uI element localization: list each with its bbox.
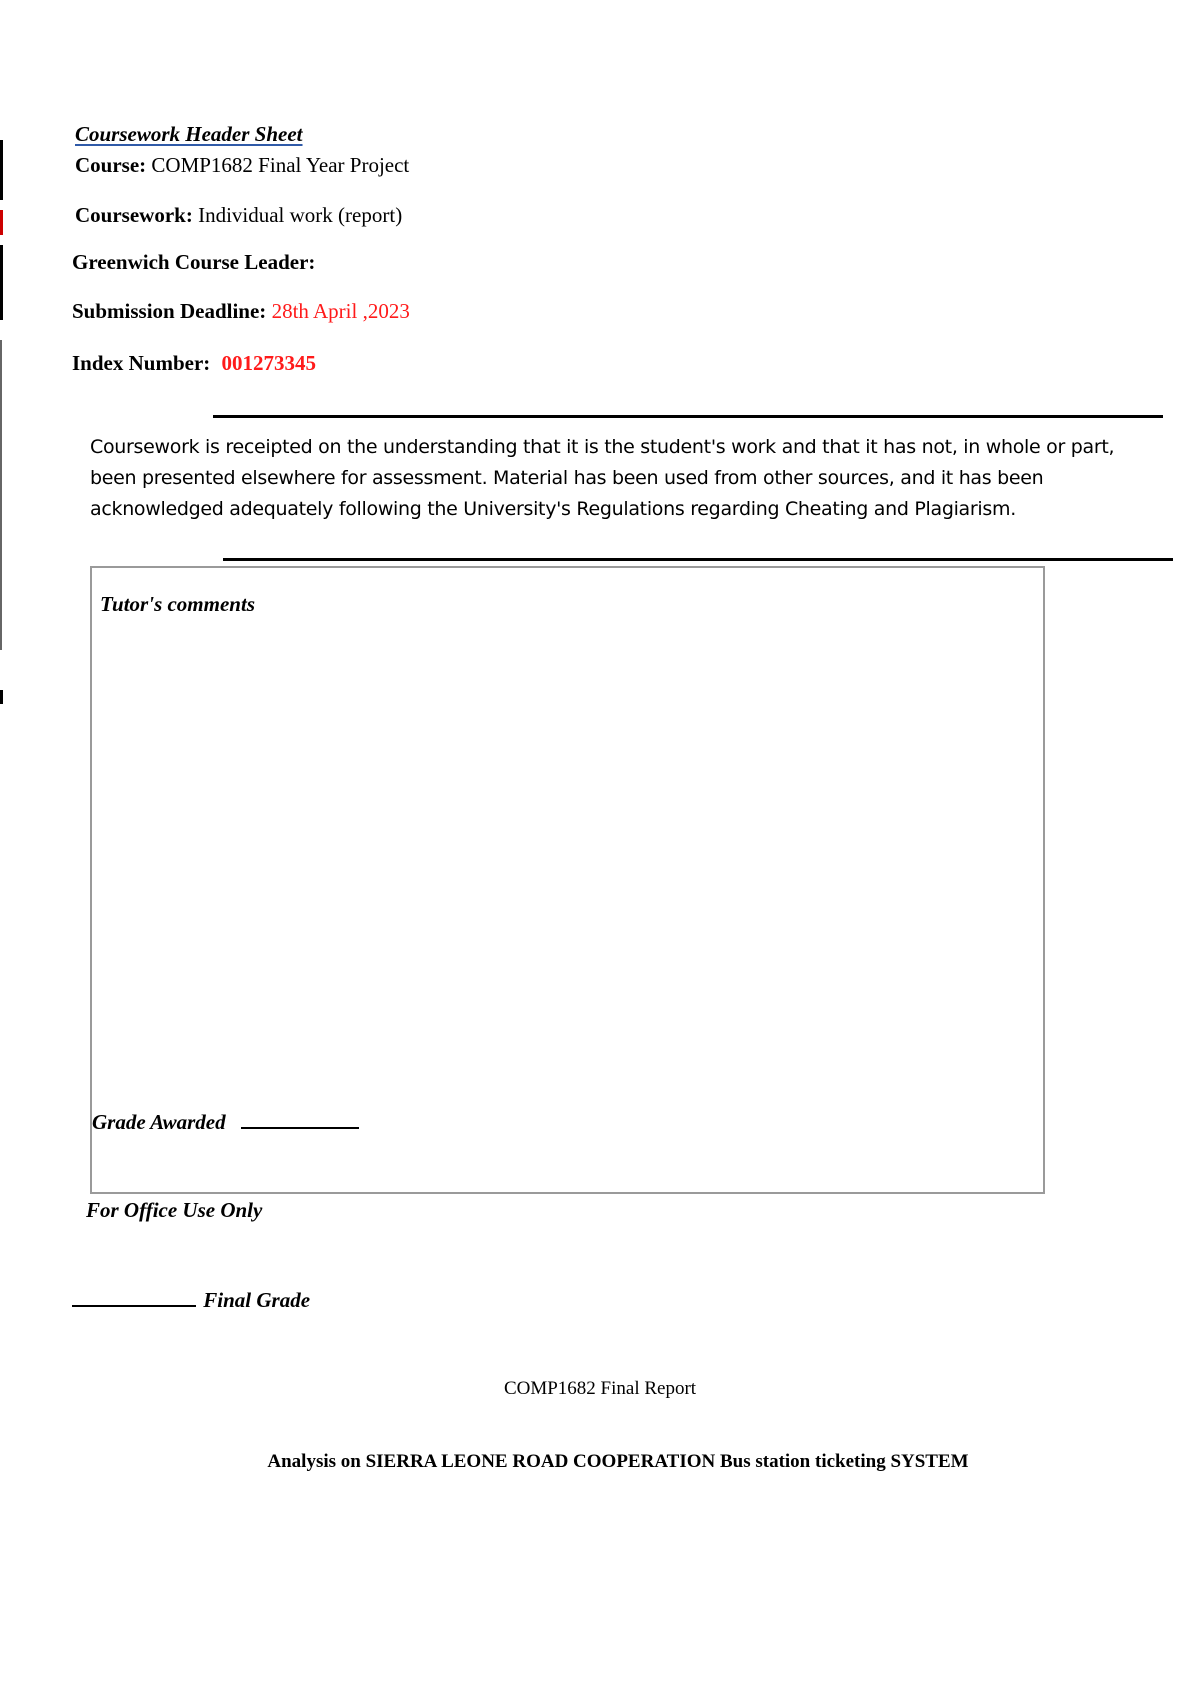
deadline-label: Submission Deadline: <box>72 299 267 323</box>
edge-mark <box>0 210 3 235</box>
index-label: Index Number: <box>72 351 211 375</box>
deadline-field <box>72 299 410 324</box>
course-label: Course: <box>75 153 147 177</box>
declaration-text: Coursework is receipted on the understanding that it is the student's work and that it has not, in whole or part, been presented elsewhere for assessment. Material has been used from other sources, and it has been acknowledged adequately following the University's Regulations regarding Cheating and Plagiarism. <box>90 436 1115 520</box>
course-leader-label: Greenwich Course Leader: <box>72 250 316 274</box>
coursework-value: Individual work (report) <box>198 203 403 227</box>
edge-mark <box>0 140 3 200</box>
index-field <box>72 351 316 376</box>
final-grade <box>72 1288 310 1313</box>
project-title: Analysis on SIERRA LEONE ROAD COOPERATION Bus station ticketing SYSTEM <box>267 1451 969 1472</box>
divider-top <box>213 415 1163 418</box>
edge-mark <box>0 245 3 320</box>
page-title: Coursework Header Sheet <box>75 122 303 146</box>
deadline-value: 28th April ,2023 <box>271 299 410 323</box>
divider-bottom <box>223 558 1173 561</box>
tutor-comments-box <box>90 566 1045 1194</box>
grade-awarded-blank <box>241 1127 359 1129</box>
grade-awarded-label: Grade Awarded <box>92 1110 226 1134</box>
course-value: COMP1682 Final Year Project <box>151 153 410 177</box>
office-use-label: For Office Use Only <box>86 1198 263 1222</box>
grade-awarded <box>92 1110 359 1135</box>
course-field <box>75 153 409 178</box>
edge-mark <box>0 340 2 650</box>
report-name: COMP1682 Final Report <box>503 1378 697 1399</box>
tutor-comments-heading: Tutor's comments <box>100 592 255 616</box>
edge-mark <box>0 690 3 704</box>
index-value: 001273345 <box>221 351 317 375</box>
final-grade-label: Final Grade <box>203 1288 311 1312</box>
coursework-field <box>75 203 402 228</box>
coursework-label: Coursework: <box>75 203 193 227</box>
course-leader-field <box>72 250 315 275</box>
final-grade-blank <box>72 1305 196 1307</box>
